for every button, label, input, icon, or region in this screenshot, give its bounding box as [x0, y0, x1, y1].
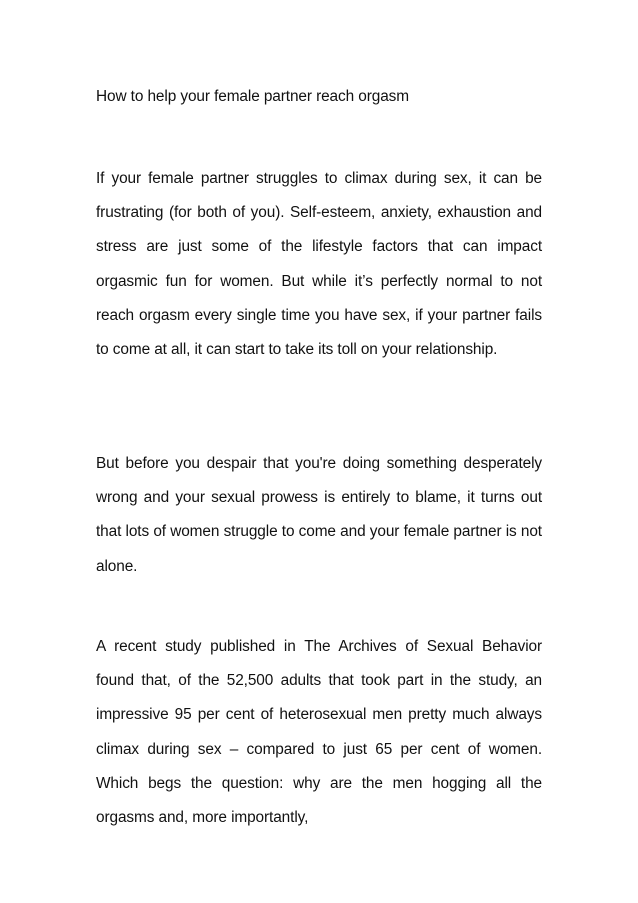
document-title: How to help your female partner reach orgasm	[96, 88, 409, 105]
paragraph-3: A recent study published in The Archives of Sexual Behavior found that, of the 52,500 adults that took part in the study, an impressive 95 per cent of heterosexual men pretty much always climax during sex – compared to just 65 per cent of women. Which begs the question: why are the men hogging all the orgasms and, more importantly,	[96, 638, 542, 827]
paragraph-2: But before you despair that you're doing something desperately wrong and your sexual prowess is entirely to blame, it turns out that lots of women struggle to come and your female partner is not alone.	[96, 455, 542, 575]
paragraph-1: If your female partner struggles to climax during sex, it can be frustrating (for both of you). Self-esteem, anxiety, exhaustion and stress are just some of the lifestyle factors that can impact orgasmic fun for women. But while it’s perfectly normal to not reach orgasm every single time you have sex, if your partner fails to come at all, it can start to take its toll on your relationship.	[96, 170, 542, 359]
